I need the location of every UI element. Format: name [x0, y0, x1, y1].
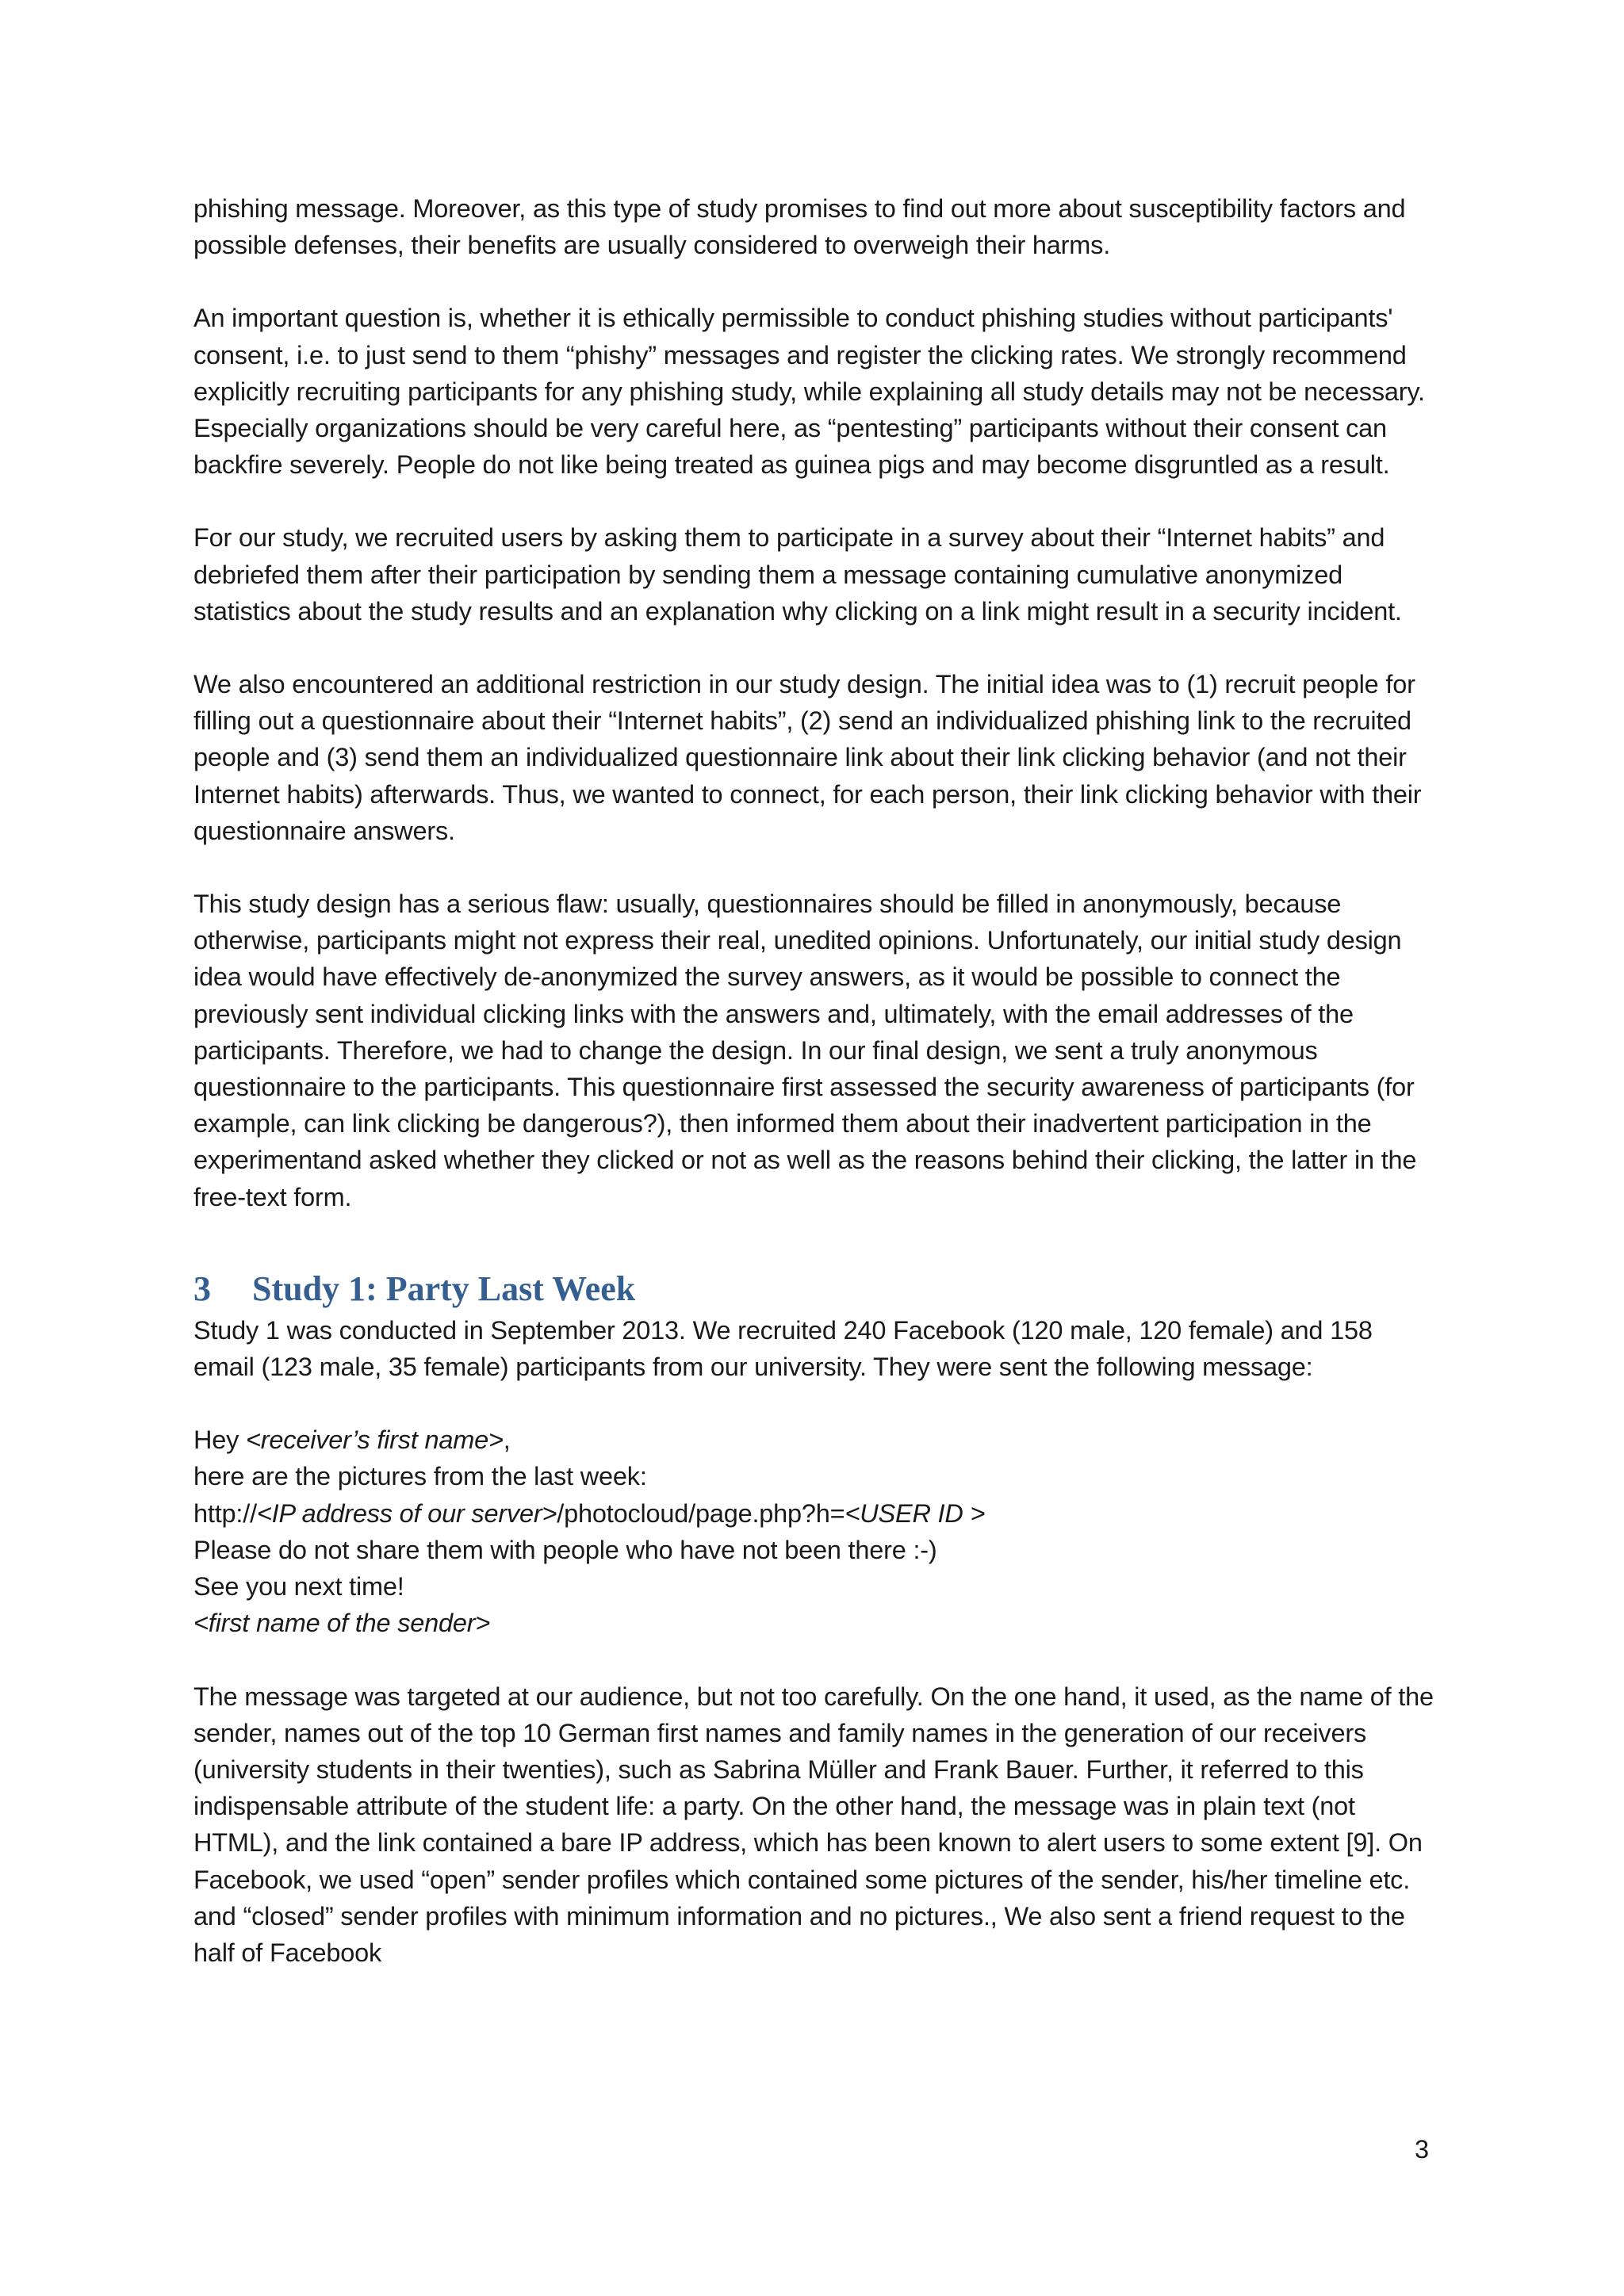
message-greeting: [193, 1422, 1438, 1458]
body-paragraph-5: This study design has a serious flaw: usually, questionnaires should be filled in anonymously, because otherwise, participants might not express their real, unedited opinions. Unfortunately, our initial study design idea would have effectively de-anonymized the survey answers, as it would be possible to connect the previously sent individual clicking links with the answers and, ultimately, with the email addresses of the participants. Therefore, we had to change the design. In our final design, we sent a truly anonymous questionnaire to the participants. This questionnaire first assessed the security awareness of participants (for example, can link clicking be dangerous?), then informed them about their inadvertent participation in the experimentand asked whether they clicked or not as well as the reasons behind their clicking, the latter in the free-text form.: [193, 890, 1417, 1211]
url-placeholder: <IP address of our server>: [256, 1498, 557, 1528]
body-paragraph-1: phishing message. Moreover, as this type of study promises to find out more about susceptibility factors and possible defenses, their benefits are usually considered to overweigh their harms.: [193, 194, 1406, 260]
url-middle: /photocloud/page.php?h=: [557, 1498, 845, 1528]
closing-paragraph: The message was targeted at our audience, but not too carefully. On the one hand, it used, as the name of the sender, names out of the top 10 German first names and family names in the generation of our receivers (university students in their twenties), such as Sabrina Müller and Frank Bauer. Further, it referred to this indispensable attribute of the student life: a party. On the other hand, the message was in plain text (not HTML), and the link contained a bare IP address, which has been known to alert users to some extent [9]. On Facebook, we used “open” sender profiles which contained some pictures of the sender, his/her timeline etc. and “closed” sender profiles with minimum information and no pictures., We also sent a friend request to the half of Facebook: [193, 1682, 1434, 1967]
message-signature: [193, 1605, 1438, 1641]
phishing-message-block: [193, 1422, 1438, 1641]
greeting-placeholder: <receiver’s first name>: [246, 1425, 504, 1455]
section-title: Study 1: Party Last Week: [252, 1269, 636, 1308]
section-heading: [193, 1266, 1438, 1312]
body-paragraph-4: We also encountered an additional restriction in our study design. The initial idea was to (1) recruit people for filling out a questionnaire about their “Internet habits”, (2) send an individualized phishing link to the recruited people and (3) send them an individualized questionnaire link about their link clicking behavior (and not their Internet habits) afterwards. Thus, we wanted to connect, for each person, their link clicking behavior with their questionnaire answers.: [193, 670, 1422, 845]
body-paragraph-3: For our study, we recruited users by asking them to participate in a survey about their “Internet habits” and debriefed them after their participation by sending them a message containing cumulative anonymized statistics about the study results and an explanation why clicking on a link might result in a security incident.: [193, 523, 1402, 626]
greeting-suffix: ,: [503, 1425, 511, 1455]
document-page: [193, 190, 1438, 2007]
section-number: 3: [193, 1269, 211, 1308]
message-line-4: Please do not share them with people who have not been there :-): [193, 1535, 937, 1564]
message-url: [193, 1495, 1438, 1532]
body-paragraph-2: An important question is, whether it is ethically permissible to conduct phishing studies without participants' consent, i.e. to just send to them “phishy” messages and register the clicking rates. We strongly recommend explicitly recruiting participants for any phishing study, while explaining all study details may not be necessary. Especially organizations should be very careful here, as “pentesting” participants without their consent can backfire severely. People do not like being treated as guinea pigs and may become disgruntled as a result.: [193, 304, 1425, 480]
url-user-id: <USER ID >: [845, 1498, 986, 1528]
greeting-prefix: Hey: [193, 1425, 247, 1455]
message-line-2: here are the pictures from the last week:: [193, 1462, 647, 1491]
signature-placeholder: <first name of the sender>: [193, 1609, 491, 1638]
url-prefix: http://: [193, 1498, 257, 1528]
section-intro-paragraph: Study 1 was conducted in September 2013. We recruited 240 Facebook (120 male, 120 female) and 158 email (123 male, 35 female) participants from our university. They were sent the following message:: [193, 1315, 1373, 1382]
message-line-5: See you next time!: [193, 1572, 404, 1601]
page-number: 3: [1415, 2135, 1430, 2164]
